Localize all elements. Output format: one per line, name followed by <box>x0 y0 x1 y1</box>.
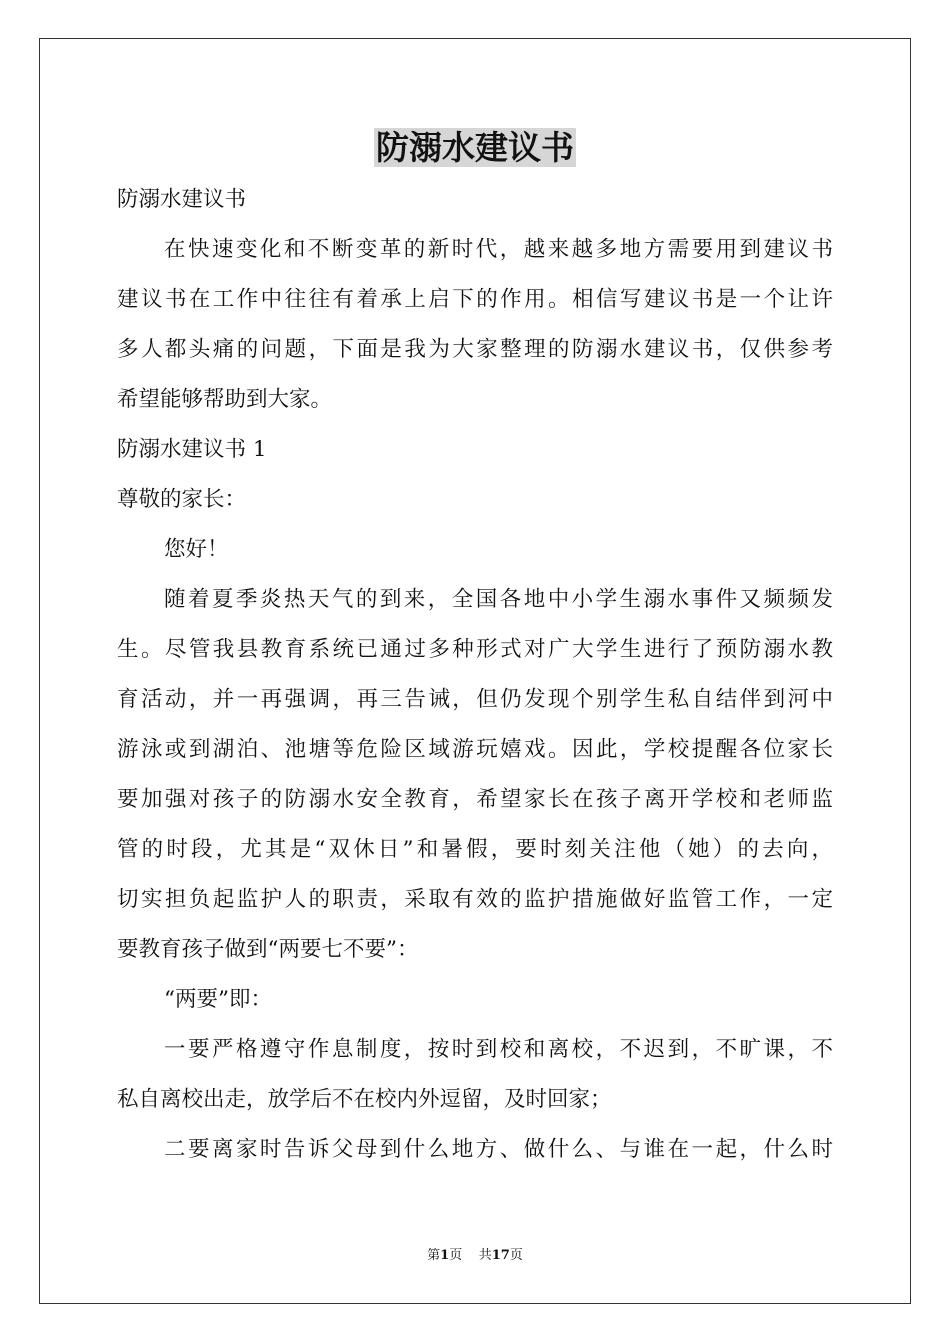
paragraph-line: “两要”即： <box>164 987 272 1012</box>
total-label-suffix: 页 <box>509 1248 523 1263</box>
page-label-suffix: 页 <box>449 1248 463 1263</box>
paragraph-line: 游泳或到湖泊、池塘等危险区域游玩嬉戏。因此，学校提醒各位家长 <box>117 737 833 762</box>
paragraph-line: 随着夏季炎热天气的到来，全国各地中小学生溺水事件又频频发 <box>164 587 833 612</box>
subtitle-line: 防溺水建议书 <box>117 187 247 212</box>
paragraph-line: 二要离家时告诉父母到什么地方、做什么、与谁在一起，什么时 <box>164 1137 833 1162</box>
total-pages: 17 <box>491 1248 510 1263</box>
paragraph-line: 建议书在工作中往往有着承上启下的作用。相信写建议书是一个让许 <box>117 287 833 312</box>
document-title-text: 防溺水建议书 <box>376 128 574 167</box>
page-footer <box>0 1247 950 1265</box>
paragraph-line: 要教育孩子做到“两要七不要”： <box>117 937 419 962</box>
paragraph-line: 要加强对孩子的防溺水安全教育，希望家长在孩子离开学校和老师监 <box>117 787 833 812</box>
page-number: 1 <box>440 1248 450 1263</box>
paragraph-line: 希望能够帮助到大家。 <box>117 387 333 412</box>
paragraph-line: 育活动，并一再强调，再三告诫，但仍发现个别学生私自结伴到河中 <box>117 687 833 712</box>
paragraph-line: 一要严格遵守作息制度，按时到校和离校，不迟到，不旷课，不 <box>164 1037 833 1062</box>
paragraph-line: 管的时段，尤其是“双休日”和暑假，要时刻关注他（她）的去向， <box>117 837 833 862</box>
section-heading: 防溺水建议书 1 <box>117 437 267 462</box>
salutation: 尊敬的家长： <box>117 487 247 512</box>
greeting: 您好！ <box>164 537 229 562</box>
paragraph-line: 多人都头痛的问题，下面是我为大家整理的防溺水建议书，仅供参考 <box>117 337 833 362</box>
document-body <box>117 175 833 1175</box>
paragraph-line: 生。尽管我县教育系统已通过多种形式对广大学生进行了预防溺水教 <box>117 637 833 662</box>
paragraph-line: 切实担负起监护人的职责，采取有效的监护措施做好监管工作，一定 <box>117 887 833 912</box>
document-title <box>0 125 950 171</box>
paragraph-line: 在快速变化和不断变革的新时代，越来越多地方需要用到建议书 <box>164 237 833 262</box>
paragraph-line: 私自离校出走，放学后不在校内外逗留，及时回家； <box>117 1087 612 1112</box>
total-label-prefix: 共 <box>478 1248 492 1263</box>
page-label-prefix: 第 <box>427 1248 441 1263</box>
